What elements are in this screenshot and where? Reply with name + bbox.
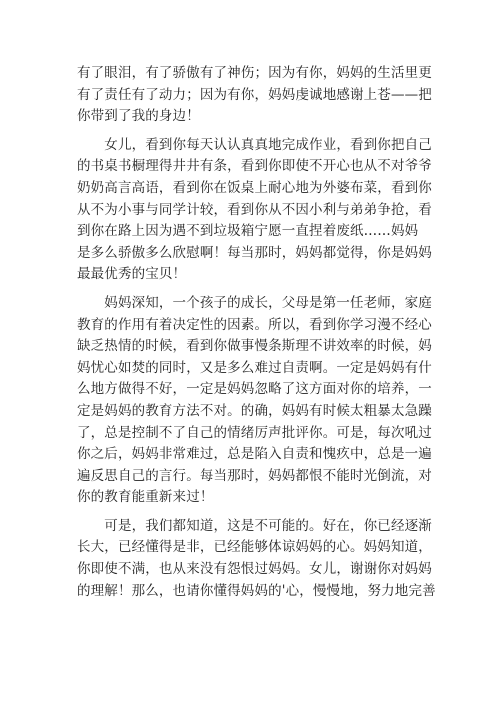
text-line: 奶奶高言高语，看到你在饭桌上耐心地为外婆布菜，看到你 bbox=[77, 179, 432, 196]
text-line: 妈妈深知，一个孩子的成长，父母是第一任老师，家庭 bbox=[77, 294, 432, 311]
text-line: 么地方做得不好，一定是妈妈忽略了这方面对你的培养，一 bbox=[77, 381, 432, 398]
text-line: 可是，我们都知道，这是不可能的。好在，你已经逐渐 bbox=[77, 517, 432, 534]
text-line: 遍反思自己的言行。每当那时，妈妈都恨不能时光倒流，对 bbox=[77, 467, 432, 484]
text-line: 缺乏热情的时候，看到你做事慢条斯理不讲效率的时候，妈 bbox=[77, 338, 432, 355]
text-line: 女儿，看到你每天认认真真地完成作业，看到你把自己 bbox=[77, 136, 432, 153]
text-line: 到你在路上因为遇不到垃圾箱宁愿一直捏着废纸……妈妈 bbox=[77, 223, 419, 240]
document-body bbox=[77, 63, 436, 602]
paragraph-gap bbox=[77, 128, 427, 135]
text-line: 了，总是控制不了自己的情绪厉声批评你。可是，每次吼过 bbox=[77, 424, 432, 441]
text-line: 你即使不满，也从来没有怨恨过妈妈。女儿，谢谢你对妈妈 bbox=[77, 561, 432, 578]
text-line: 你之后，妈妈非常难过，总是陷入自责和愧疚中，总是一遍 bbox=[77, 446, 432, 463]
text-line: 你的教育能重新来过！ bbox=[77, 489, 214, 506]
paragraph-gap bbox=[77, 286, 427, 293]
text-line: 是多么骄傲多么欣慰啊！每当那时，妈妈都觉得，你是妈妈 bbox=[77, 244, 432, 261]
text-line: 从不为小事与同学计较，看到你从不因小利与弟弟争抢，看 bbox=[77, 201, 432, 218]
text-line: 你带到了我的身边！ bbox=[77, 108, 200, 125]
paragraph-gap bbox=[77, 509, 427, 516]
text-line: 长大，已经懂得是非，已经能够体谅妈妈的心。妈妈知道， bbox=[77, 539, 432, 556]
text-line: 的理解！那么，也请你懂得妈妈的'心，慢慢地，努力地完善 bbox=[77, 582, 436, 599]
text-line: 妈忧心如焚的同时，又是多么难过自责啊。一定是妈妈有什 bbox=[77, 359, 432, 376]
text-line: 的书桌书橱理得井井有条，看到你即使不开心也从不对爷爷 bbox=[77, 158, 432, 175]
text-line: 有了眼泪，有了骄傲有了神伤；因为有你，妈妈的生活里更 bbox=[77, 65, 432, 81]
text-line: 最最优秀的宝贝！ bbox=[77, 266, 187, 283]
text-line: 定是妈妈的教育方法不对。的确，妈妈有时候太粗暴太急躁 bbox=[77, 402, 432, 419]
text-line: 教育的作用有着决定性的因素。所以，看到你学习漫不经心 bbox=[77, 316, 432, 333]
text-line: 有了责任有了动力；因为有你，妈妈虔诚地感谢上苍——把 bbox=[77, 86, 432, 103]
